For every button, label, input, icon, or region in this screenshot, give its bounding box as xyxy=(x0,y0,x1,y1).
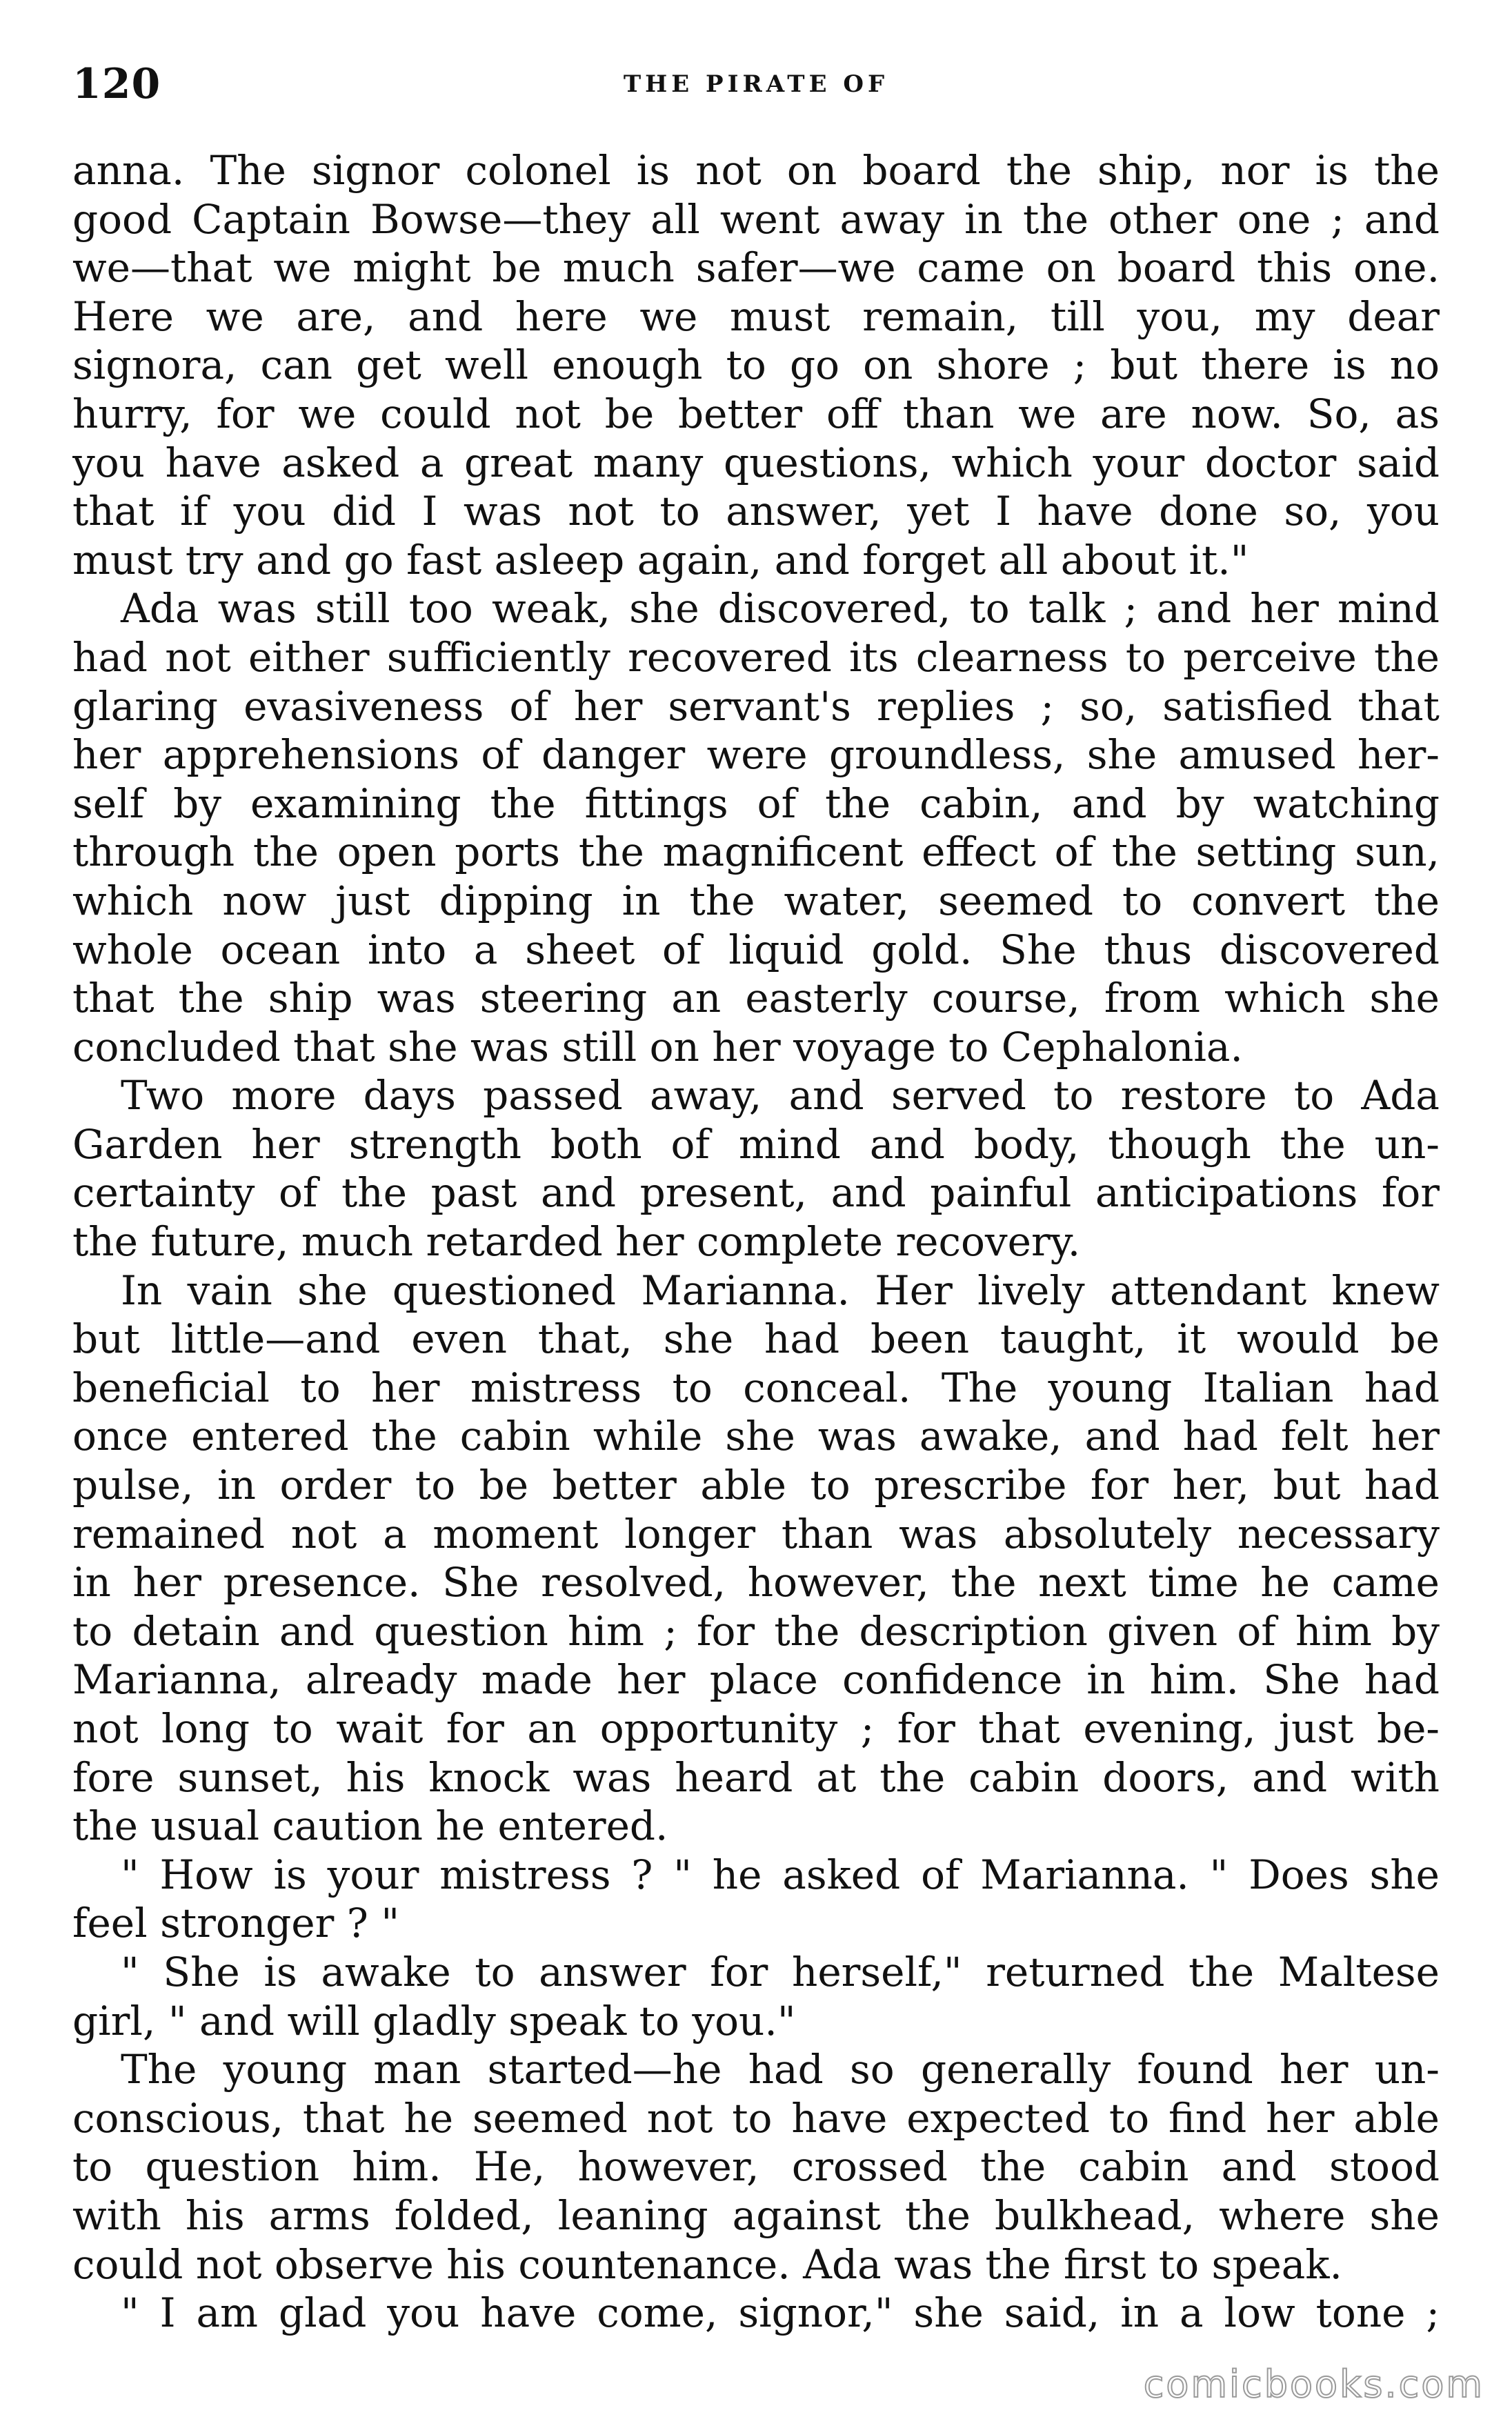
text-line: must try and go fast asleep again, and forget all about it." xyxy=(72,536,1249,584)
text-line: " How is your mistress ? " he asked of Marianna. " Does she xyxy=(121,1851,1440,1898)
text-line: which now just dipping in the water, seemed to convert the xyxy=(72,877,1440,924)
text-line: to question him. He, however, crossed the cabin and stood xyxy=(72,2143,1440,2191)
text-line: pulse, in order to be better able to prescribe for her, but had xyxy=(72,1462,1440,1509)
text-line: Marianna, already made her place confidence in him. She had xyxy=(72,1656,1440,1704)
body-text xyxy=(72,146,1440,2338)
watermark-text: comicbooks.com xyxy=(1143,2362,1484,2406)
text-line: " She is awake to answer for herself," returned the Maltese xyxy=(121,1948,1440,1996)
text-line: Here we are, and here we must remain, till you, my dear xyxy=(72,292,1440,340)
text-line: " I am glad you have come, signor," she said, in a low tone ; xyxy=(121,2289,1440,2337)
text-line: glaring evasiveness of her servant's replies ; so, satisfied that xyxy=(72,682,1440,730)
text-line: beneficial to her mistress to conceal. The young Italian had xyxy=(72,1364,1440,1411)
text-line: Ada was still too weak, she discovered, to talk ; and her mind xyxy=(121,585,1440,633)
text-line: we—that we might be much safer—we came on board this one. xyxy=(72,244,1440,292)
text-line: remained not a moment longer than was absolutely necessary xyxy=(72,1510,1440,1558)
text-line: in her presence. She resolved, however, the next time he came xyxy=(72,1559,1440,1606)
text-line: girl, " and will gladly speak to you." xyxy=(72,1997,796,2044)
text-line: the usual caution he entered. xyxy=(72,1802,668,1850)
text-line: The young man started—he had so generally found her un- xyxy=(121,2046,1440,2093)
text-line: that if you did I was not to answer, yet I have done so, you xyxy=(72,488,1440,535)
page-number: 120 xyxy=(72,60,161,108)
text-line: to detain and question him ; for the description given of him by xyxy=(72,1607,1440,1655)
text-line: that the ship was steering an easterly course, from which she xyxy=(72,975,1440,1022)
text-line: could not observe his countenance. Ada was the first to speak. xyxy=(72,2240,1342,2288)
text-line: Two more days passed away, and served to restore to Ada xyxy=(121,1072,1440,1120)
text-line: had not either sufficiently recovered its clearness to perceive the xyxy=(72,633,1440,681)
text-line: self by examining the fittings of the cabin, and by watching xyxy=(72,779,1440,827)
page-header xyxy=(72,57,1440,112)
text-line: Garden her strength both of mind and body, though the un- xyxy=(72,1120,1440,1168)
text-line: fore sunset, his knock was heard at the cabin doors, and with xyxy=(72,1753,1440,1801)
text-line: through the open ports the magnificent effect of the setting sun, xyxy=(72,828,1440,876)
text-line: concluded that she was still on her voyage to Cephalonia. xyxy=(72,1023,1243,1071)
text-line: certainty of the past and present, and painful anticipations for xyxy=(72,1169,1440,1217)
text-line: the future, much retarded her complete recovery. xyxy=(72,1218,1081,1266)
text-line: anna. The signor colonel is not on board the ship, nor is the xyxy=(72,147,1440,194)
text-line: good Captain Bowse—they all went away in the other one ; and xyxy=(72,195,1440,243)
text-line: In vain she questioned Marianna. Her lively attendant knew xyxy=(121,1266,1440,1314)
text-line: you have asked a great many questions, which your doctor said xyxy=(72,439,1440,486)
text-line: her apprehensions of danger were groundless, she amused her- xyxy=(72,731,1440,779)
text-line: conscious, that he seemed not to have expected to find her able xyxy=(72,2094,1440,2142)
text-line: once entered the cabin while she was awake, and had felt her xyxy=(72,1413,1440,1460)
text-line: not long to wait for an opportunity ; for that evening, just be- xyxy=(72,1705,1440,1752)
text-line: signora, can get well enough to go on shore ; but there is no xyxy=(72,341,1440,389)
text-line: but little—and even that, she had been taught, it would be xyxy=(72,1315,1440,1363)
text-line: with his arms folded, leaning against the bulkhead, where she xyxy=(72,2191,1440,2239)
text-line: hurry, for we could not be better off than we are now. So, as xyxy=(72,390,1440,437)
text-line: feel stronger ? " xyxy=(72,1900,399,1947)
text-line: whole ocean into a sheet of liquid gold. She thus discovered xyxy=(72,926,1440,973)
running-head: THE PIRATE OF xyxy=(623,70,889,98)
